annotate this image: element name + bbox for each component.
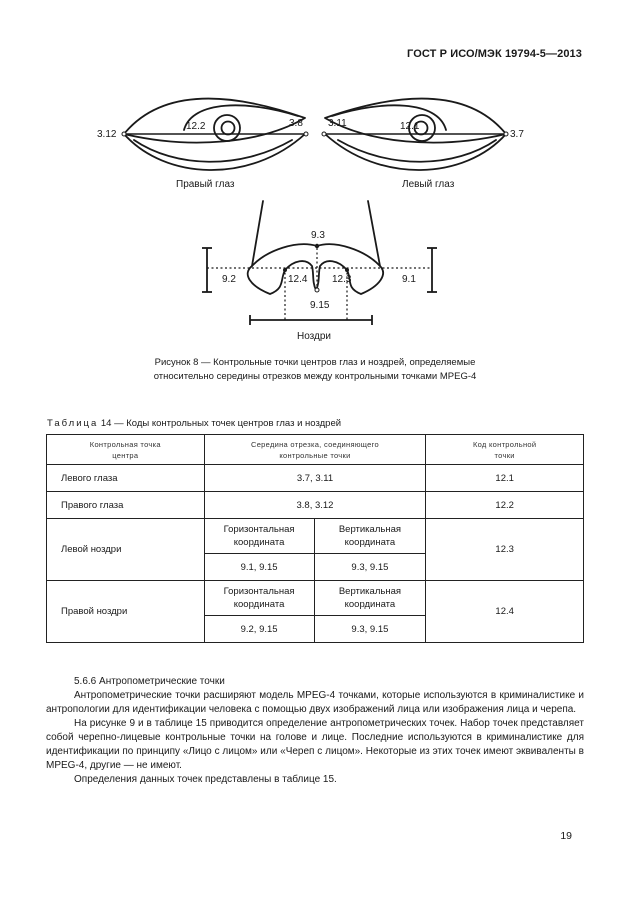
label-point-3-8: 3.8 [289,118,303,129]
table-row [47,492,584,519]
header-control-point: Контрольная точка центра [47,435,205,465]
label-left-eye: Левый глаз [402,179,455,190]
row-left-nostril-name: Левой ноздри [47,519,205,581]
nostril-outline [248,244,383,294]
table-title-rest: 14 — Коды контрольных точек центров глаз и ноздрей [98,418,342,429]
header-control-code: Код контрольной точки [426,435,584,465]
right-nostril-vertical-value: 9.3, 9.15 [314,616,426,643]
row-right-nostril-name: Правой ноздри [47,581,205,643]
label-point-9-2: 9.2 [222,274,236,285]
table-row [47,581,584,616]
page-number: 19 [560,830,572,842]
section-paragraph-1: Антропометрические точки расширяют модель MPEG-4 точками, которые используются в криминалистике и антропологии для идентификации человека с помощью двух изображений лица или изображения лица и черепа. [46,690,584,715]
row-right-nostril-code: 12.4 [426,581,584,643]
label-point-12-4: 12.4 [288,274,308,285]
label-point-12-1: 12.1 [400,121,420,132]
figure-diagram [80,88,550,350]
label-right-eye: Правый глаз [176,179,235,190]
control-points-table [46,434,584,643]
document-header: ГОСТ Р ИСО/МЭК 19794-5—2013 [407,48,582,60]
table-row [47,519,584,554]
table-header-row [47,435,584,465]
row-right-eye-points: 3.8, 3.12 [204,492,426,519]
row-left-eye-name: Левого глаза [47,465,205,492]
label-point-3-7: 3.7 [510,129,524,140]
row-left-eye-points: 3.7, 3.11 [204,465,426,492]
left-nostril-horizontal-label: Горизонтальная координата [204,519,314,554]
section-anthropometric-points [46,675,584,787]
label-point-3-12: 3.12 [97,129,117,140]
header-segment-midpoint: Середина отрезка, соединяющего контрольные точки [204,435,426,465]
left-nostril-horizontal-value: 9.1, 9.15 [204,554,314,581]
nose-line-left [368,201,380,266]
label-point-9-1: 9.1 [402,274,416,285]
label-nostrils: Ноздри [297,331,332,342]
caption-line-1: Рисунок 8 — Контрольные точки центров глаз и ноздрей, определяемые [154,357,476,368]
row-right-eye-code: 12.2 [426,492,584,519]
label-point-9-3: 9.3 [311,230,325,241]
table-row [47,465,584,492]
nose-line-right [252,201,263,266]
row-left-nostril-code: 12.3 [426,519,584,581]
left-nostril-vertical-value: 9.3, 9.15 [314,554,426,581]
left-nostril-vertical-label: Вертикальная координата [314,519,426,554]
section-paragraph-3: Определения данных точек представлены в таблице 15. [74,774,337,785]
section-paragraph-2: На рисунке 9 и в таблице 15 приводится определение антропометрических точек. Набор точек представляет собой черепно-лицевые контрольные точки на голове и лице. Последние используются в криминалистике для идентификации по принципу «Лицо с лицом» или «Череп с лицом». Некоторые из этих точек имеют эквиваленты в MPEG-4, другие — не имеют. [46,718,584,771]
label-point-3-11: 3.11 [328,118,347,129]
row-right-eye-name: Правого глаза [47,492,205,519]
label-point-9-15: 9.15 [310,300,330,311]
right-nostril-vertical-label: Вертикальная координата [314,581,426,616]
table-title [47,418,341,429]
right-nostril-horizontal-value: 9.2, 9.15 [204,616,314,643]
right-nostril-horizontal-label: Горизонтальная координата [204,581,314,616]
label-point-12-2: 12.2 [186,121,206,132]
figure-caption [60,356,570,384]
label-point-12-3: 12.3 [332,274,352,285]
table-title-word: Таблица [47,418,99,429]
figure-eyes-nostrils [80,88,550,350]
row-left-eye-code: 12.1 [426,465,584,492]
caption-line-2: относительно середины отрезков между контрольными точками MPEG-4 [153,371,477,382]
section-title: 5.6.6 Антропометрические точки [74,676,225,687]
